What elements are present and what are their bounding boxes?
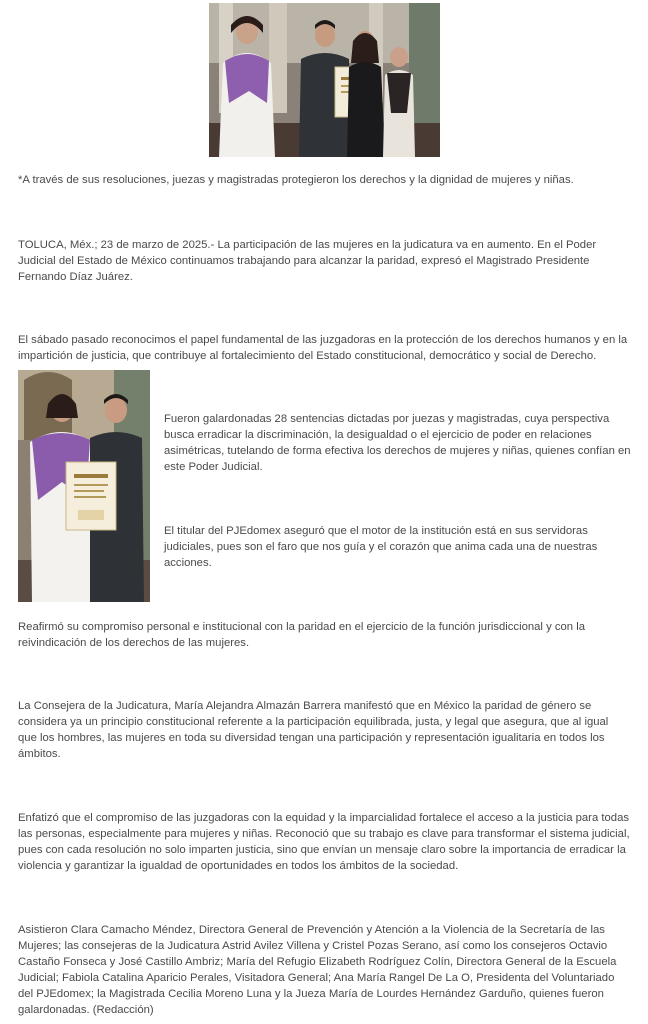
article-paragraph: TOLUCA, Méx.; 23 de marzo de 2025.- La participación de las mujeres en la judicatura va en aumento. En el Poder Judicial del Estado de México continuamos trabajando para alcanzar la paridad, expresó el Magistrado Presidente Fernando Díaz Juárez.: [18, 239, 597, 283]
article-paragraph: Asistieron Clara Camacho Méndez, Directora General de Prevención y Atención a la Violencia de la Secretaría de las Mujeres; las consejeras de la Judicatura Astrid Avilez Villena y Cristel Pozas Serano, así como los consejeros Octavio Castaño Fonseca y José Castillo Ambriz; María del Refugio Elizabeth Rodríguez Colín, Directora General de la Escuela Judicial; Fabiola Catalina Aparicio Perales, Visitadora General; Ana María Rangel De La O, Presidenta del Voluntariado del PJEdomex; la Magistrada Cecilia Moreno Luna y la Jueza María de Lourdes Hernández Garduño, quienes fueron galardonadas. (Redacción): [18, 924, 617, 1016]
article-paragraph: El titular del PJEdomex aseguró que el motor de la institución está en sus servidoras judiciales, pues son el faro que nos guía y el corazón que anima cada una de nuestras acciones.: [164, 525, 598, 569]
article-paragraph: La Consejera de la Judicatura, María Alejandra Almazán Barrera manifestó que en México la paridad de género se considera ya un principio constitucional referente a la participación equilibrada, justa, y legal que asegura, que al igual que los hombres, las mujeres en toda su diversidad tengan una participación y representación igualitaria en todos los ámbitos.: [18, 700, 609, 760]
article-paragraph: Fueron galardonadas 28 sentencias dictadas por juezas y magistradas, cuya perspectiva busca erradicar la discriminación, la desigualdad o el ejercicio de poder en relaciones asimétricas, tutelando de forma efectiva los derechos de mujeres y niñas, quienes confían en este Poder Judicial.: [164, 413, 631, 473]
group-award-photo-illustration: [209, 3, 440, 157]
article-paragraph: Enfatizó que el compromiso de las juzgadoras con la equidad y la imparcialidad fortalece el acceso a la justicia para todas las personas, especialmente para mujeres y niñas. Reconoció que su trabajo es clave para transformar el sistema judicial, pues con cada resolución no solo imparten justicia, sino que envían un mensaje claro sobre la importancia de erradicar la violencia y garantizar la igualdad de oportunidades en todos los ámbitos de la sociedad.: [18, 812, 630, 872]
article-paragraph: Reafirmó su compromiso personal e institucional con la paridad en el ejercicio de la función jurisdiccional y con la reivindicación de los derechos de las mujeres.: [18, 621, 586, 649]
award-certificate-photo: [18, 370, 150, 602]
award-certificate-photo-illustration: [18, 370, 150, 602]
article-paragraph: *A través de sus resoluciones, juezas y magistradas protegieron los derechos y la dignidad de mujeres y niñas.: [18, 174, 574, 186]
group-award-photo: [209, 3, 440, 157]
article-paragraph: El sábado pasado reconocimos el papel fundamental de las juzgadoras en la protección de los derechos humanos y en la impartición de justicia, que contribuye al fortalecimiento del Estado constitucional, democrático y social de Derecho.: [18, 334, 628, 362]
